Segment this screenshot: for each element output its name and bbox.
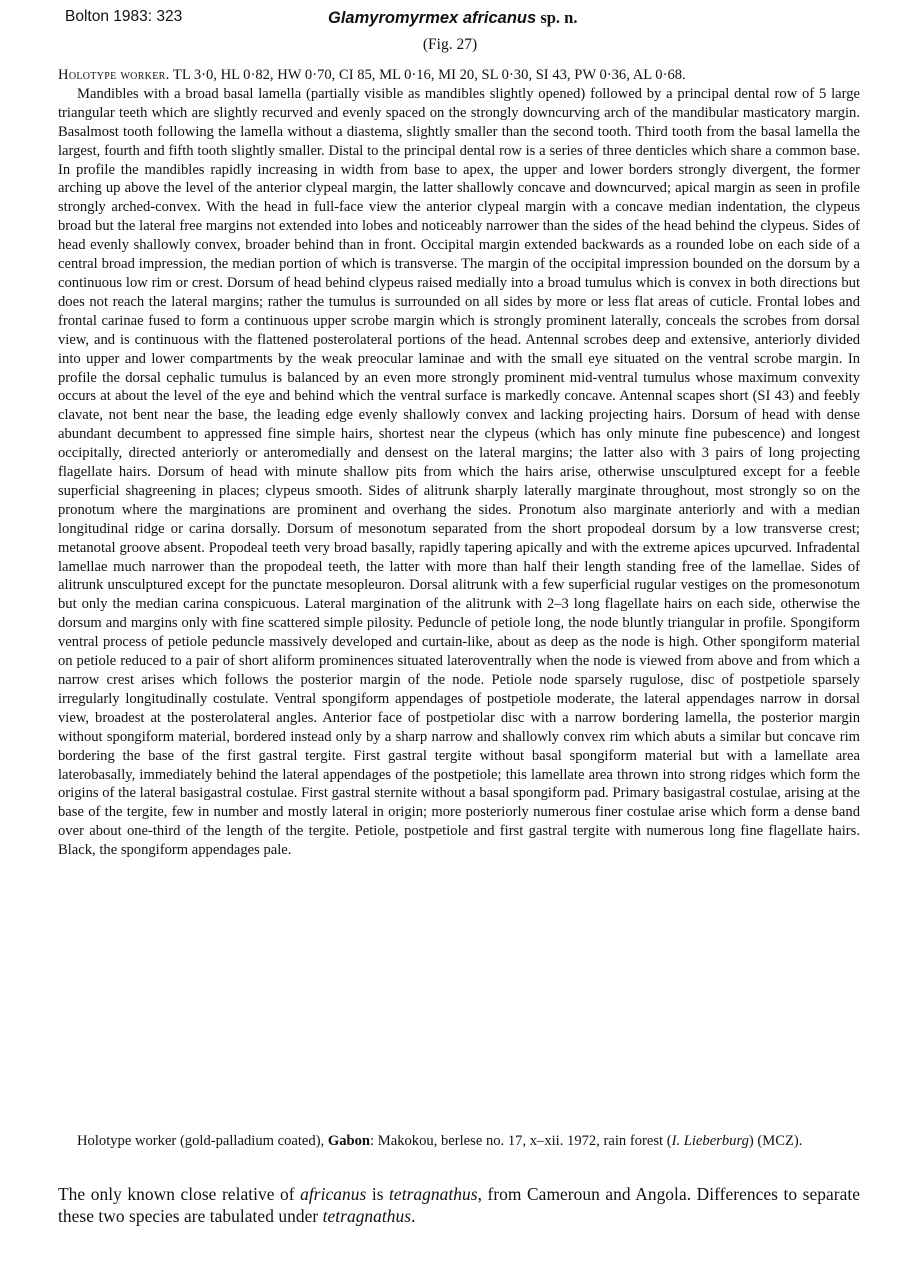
material-depository: ) (MCZ). bbox=[748, 1133, 803, 1149]
material-prefix: Holotype worker (gold-palladium coated), bbox=[77, 1133, 328, 1149]
species-title bbox=[328, 8, 577, 28]
closing-remark bbox=[58, 1183, 860, 1227]
closing-text-2: is bbox=[366, 1184, 390, 1204]
measurements-text: TL 3·0, HL 0·82, HW 0·70, CI 85, ML 0·16, MI 20, SL 0·30, SI 43, PW 0·36, AL 0·68. bbox=[169, 67, 686, 83]
material-examined bbox=[58, 1132, 860, 1151]
material-collector: I. Lieberburg bbox=[671, 1133, 749, 1149]
description-block bbox=[58, 66, 860, 860]
species-name: Glamyromyrmex africanus bbox=[328, 9, 537, 27]
closing-species-2: tetragnathus bbox=[389, 1184, 478, 1204]
species-status: sp. n. bbox=[540, 8, 578, 27]
closing-species-1: africanus bbox=[300, 1184, 367, 1204]
holotype-label: Holotype worker. bbox=[58, 67, 170, 83]
closing-species-3: tetragnathus bbox=[322, 1206, 412, 1226]
citation-label: Bolton 1983: 323 bbox=[65, 8, 183, 25]
measurements-line bbox=[58, 66, 860, 85]
closing-text-4: . bbox=[411, 1206, 416, 1226]
figure-reference: (Fig. 27) bbox=[422, 36, 478, 53]
material-locality: : Makokou, berlese no. 17, x–xii. 1972, rain forest ( bbox=[370, 1133, 672, 1149]
description-paragraph: Mandibles with a broad basal lamella (partially visible as mandibles slightly opened) followed by a principal dental row of 5 large triangular teeth which are slightly recurved and evenly spaced on the strongly downcurving arch of the mandibular masticatory margin. Basalmost tooth following the lamella without a diastema, slightly smaller than the second tooth. Third tooth from the basal lamella the largest, fourth and fifth tooth slightly smaller. Distal to the principal dental row is a series of three denticles which share a common base. In profile the mandibles rapidly increasing in width from base to apex, the upper and lower borders strongly divergent, the former arching up above the level of the anterior clypeal margin, the latter shallowly concave and downcurved; apical margin as seen in profile strongly arched-convex. With the head in full-face view the anterior clypeal margin with a concave median indentation, the clypeus broad but the lateral free margins not extended into lobes and noticeably narrower than the sides of the head behind the clypeus. Sides of head evenly shallowly convex, broader behind than in front. Occipital margin extended backwards as a rounded lobe on each side of a central broad impression, the median portion of which is transverse. The margin of the occipital impression bounded on the dorsum by a continuous low rim or crest. Dorsum of head behind clypeus raised medially into a broad tumulus which is convex in both directions but does not reach the lateral margins; rather the tumulus is surrounded on all sides by more or less flat areas of cuticle. Frontal lobes and frontal carinae fused to form a continuous upper scrobe margin which is strongly prominent laterally, conceals the scrobes from dorsal view, and is continuous with the flattened posterolateral portions of the head. Antennal scrobes deep and extensive, anteriorly divided into upper and lower compartments by the weak preocular laminae and with the small eye situated on the ventral scrobe margin. In profile the dorsal cephalic tumulus is balanced by an even more strongly prominent mid-ventral tumulus whose maximum convexity occurs at about the level of the eye and behind which the ventral surface is markedly concave. Antennal scapes short (SI 43) and feebly clavate, not bent near the base, the leading edge evenly shallowly convex and lacking projecting hairs. Dorsum of head with dense abundant decumbent to appressed fine simple hairs, shortest near the clypeus (which has only minute fine pubescence) and longest occipitally, directed anteriorly or anteromedially and densest on the lateral margins; the latter also with 3 pairs of long projecting flagellate hairs. Dorsum of head with minute shallow pits from which the hairs arise, otherwise unsculptured except for a feeble superficial shagreening in places; clypeus smooth. Sides of alitrunk sharply laterally marginate throughout, most strongly so on the pronotum where the marginations are prominent and overhang the sides. Pronotum also marginate anteriorly and with a median longitudinal ridge or carina dorsally. Dorsum of mesonotum separated from the short propodeal dorsum by a low transverse crest; metanotal groove absent. Propodeal teeth very broad basally, rapidly tapering apically and with the extreme apices upcurved. Infradental lamellae much narrower than the propodeal teeth, the latter with more than half their length standing free of the lamellae. Sides of alitrunk unsculptured except for the punctate mesopleuron. Dorsal alitrunk with a few superficial rugular vestiges on the promesonotum but only the median carina conspicuous. Lateral margination of the alitrunk with 2–3 long flagellate hairs on each side, otherwise the dorsum and margins only with fine scattered simple pilosity. Peduncle of petiole long, the node bluntly triangular in profile. Spongiform ventral process of petiole peduncle massively developed and curtain-like, about as deep as the node is high. Other spongiform material on petiole reduced to a pair of short aliform prominences situated lateroventrally when the node is viewed from above and from which a narrow crest arises which follows the posterior margin of the node. Petiole node sparsely rugulose, disc of postpetiole sparsely irregularly longitudinally costulate. Ventral spongiform appendages of postpetiole moderate, the lateral appendages narrow in dorsal view, broadest at the posterolateral angles. Anterior face of postpetiolar disc with a narrow bordering lamella, the posterior margin without spongiform material, bordered instead only by a sharp narrow and shallowly convex rim which abuts a similar but concave rim bordering the base of the first gastral tergite. First gastral tergite without basal spongiform material but with a lamellate area laterobasally, immediately behind the lateral appendages of the postpetiole; this lamellate area thrown into strong ridges which form the origins of the lateral basigastral costulae. First gastral sternite without a basal spongiform pad. Primary basigastral costulae, arising at the base of the tergite, few in number and mostly lateral in origin; more posteriorly numerous finer costulae arise which form a dense band over about one-third of the length of the tergite. Petiole, postpetiole and first gastral tergite with numerous long fine flagellate hairs. Black, the spongiform appendages pale. bbox=[58, 85, 860, 859]
closing-text-1: The only known close relative of bbox=[58, 1184, 301, 1204]
closing-text-3: , from Cameroun and Angola. Differences to separate these two species are tabulated under bbox=[58, 1184, 860, 1226]
material-country: Gabon bbox=[327, 1133, 371, 1149]
